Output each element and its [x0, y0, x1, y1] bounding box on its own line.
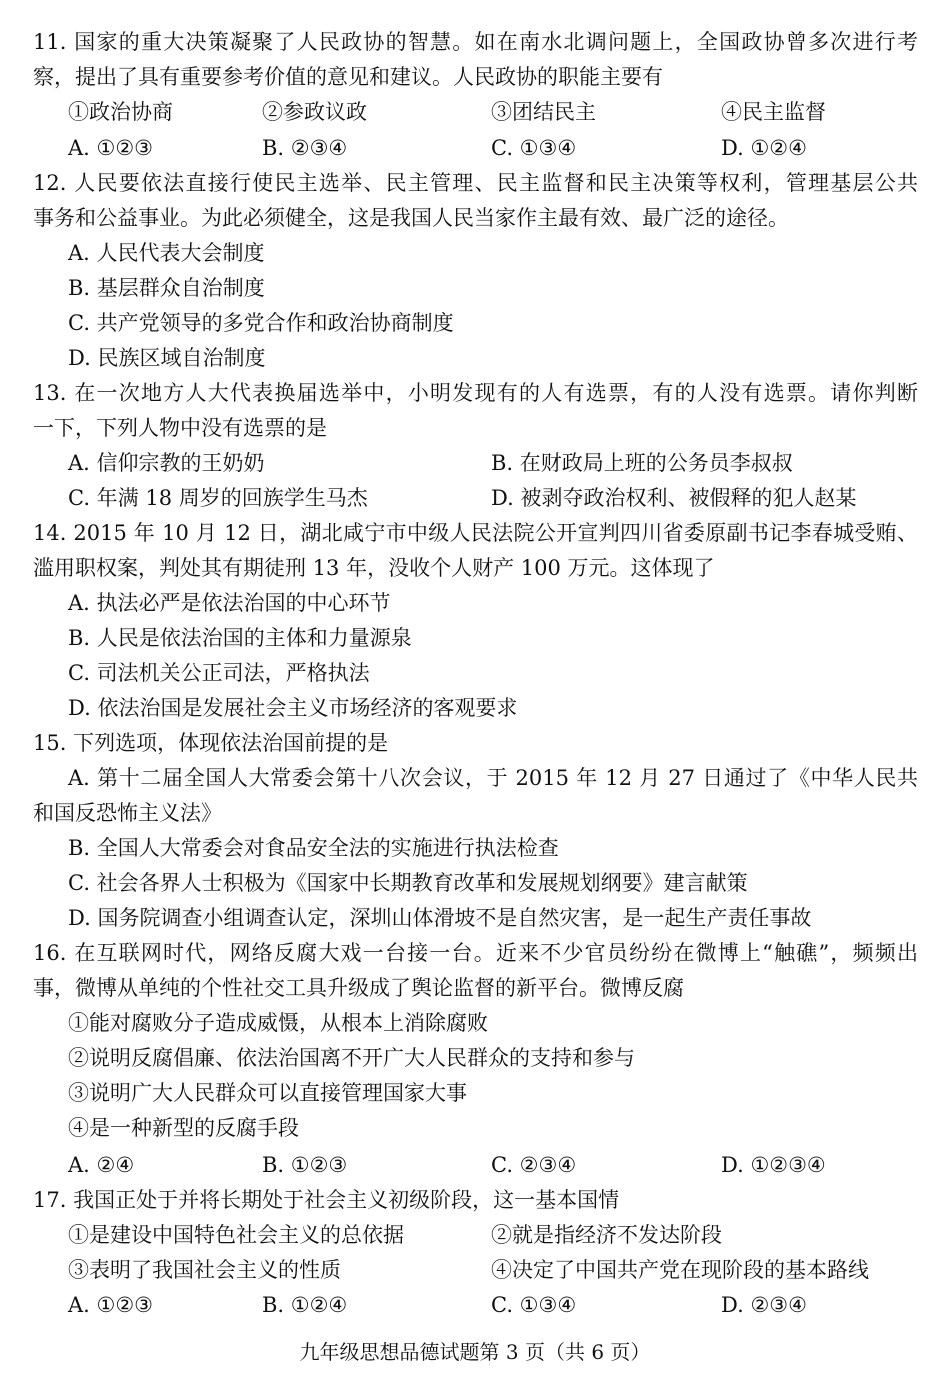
q16-item-1: ①能对腐败分子造成威慑，从根本上消除腐败 [68, 1011, 488, 1035]
q11-choice-a: A. ①②③ [68, 136, 153, 160]
q11-choice-c: C. ①③④ [491, 136, 577, 160]
q14-choice-c: C. 司法机关公正司法，严格执法 [68, 661, 370, 685]
q14-choice-d: D. 依法治国是发展社会主义市场经济的客观要求 [68, 696, 518, 720]
q15-choice-c: C. 社会各界人士积极为《国家中长期教育改革和发展规划纲要》建言献策 [68, 871, 748, 895]
q15-choice-a-line2: 和国反恐怖主义法》 [33, 801, 222, 825]
q11-item-1: ①政治协商 [68, 100, 173, 124]
q17-item-4: ④决定了中国共产党在现阶段的基本路线 [491, 1258, 869, 1282]
q17-choice-a: A. ①②③ [68, 1293, 153, 1317]
q12-stem-line2: 事务和公益事业。为此必须健全，这是我国人民当家作主最有效、最广泛的途径。 [33, 206, 789, 230]
q16-stem-line2: 事，微博从单纯的个性社交工具升级成了舆论监督的新平台。微博反腐 [33, 976, 684, 1000]
q14-choice-a: A. 执法必严是依法治国的中心环节 [68, 591, 391, 615]
q12-choice-b: B. 基层群众自治制度 [68, 276, 265, 300]
q13-choice-b: B. 在财政局上班的公务员李叔叔 [491, 451, 793, 475]
q13-stem-line1: 13. 在一次地方人大代表换届选举中，小明发现有的人有选票，有的人没有选票。请你判断 [33, 381, 918, 405]
q11-choice-d: D. ①②④ [721, 136, 807, 160]
q13-choice-d: D. 被剥夺政治权利、被假释的犯人赵某 [491, 486, 857, 510]
q17-item-1: ①是建设中国特色社会主义的总依据 [68, 1223, 404, 1247]
q16-choice-c: C. ②③④ [491, 1153, 577, 1177]
q15-choice-a-line1: A. 第十二届全国人大常委会第十八次会议，于 2015 年 12 月 27 日通过了《中华人民共 [68, 766, 918, 790]
q17-item-3: ③表明了我国社会主义的性质 [68, 1258, 341, 1282]
q17-choice-d: D. ②③④ [721, 1293, 807, 1317]
q16-item-3: ③说明广大人民群众可以直接管理国家大事 [68, 1081, 467, 1105]
q17-choice-c: C. ①③④ [491, 1293, 577, 1317]
q17-choice-b: B. ①②④ [262, 1293, 348, 1317]
q16-choice-b: B. ①②③ [262, 1153, 348, 1177]
q16-item-2: ②说明反腐倡廉、依法治国离不开广大人民群众的支持和参与 [68, 1046, 635, 1070]
q11-item-2: ②参政议政 [262, 100, 367, 124]
q11-stem-line2: 察，提出了具有重要参考价值的意见和建议。人民政协的职能主要有 [33, 65, 663, 89]
q16-choice-d: D. ①②③④ [721, 1153, 826, 1177]
q11-item-3: ③团结民主 [491, 100, 596, 124]
q16-stem-line1: 16. 在互联网时代，网络反腐大戏一台接一台。近来不少官员纷纷在微博上“触礁”，频频出 [33, 941, 918, 965]
q15-stem: 15. 下列选项，体现依法治国前提的是 [33, 731, 389, 755]
q13-stem-line2: 一下，下列人物中没有选票的是 [33, 416, 327, 440]
q16-choice-a: A. ②④ [68, 1153, 135, 1177]
q12-choice-c: C. 共产党领导的多党合作和政治协商制度 [68, 311, 454, 335]
q13-choice-a: A. 信仰宗教的王奶奶 [68, 451, 265, 475]
q14-stem-line2: 滥用职权案，判处其有期徒刑 13 年，没收个人财产 100 万元。这体现了 [33, 556, 715, 580]
q16-item-4: ④是一种新型的反腐手段 [68, 1116, 299, 1140]
q12-choice-d: D. 民族区域自治制度 [68, 346, 266, 370]
q11-item-4: ④民主监督 [721, 100, 826, 124]
q17-item-2: ②就是指经济不发达阶段 [491, 1223, 722, 1247]
q12-stem-line1: 12. 人民要依法直接行使民主选举、民主管理、民主监督和民主决策等权利，管理基层公共 [33, 171, 918, 195]
q14-stem-line1: 14. 2015 年 10 月 12 日，湖北咸宁市中级人民法院公开宣判四川省委原副书记李春城受贿、 [33, 521, 918, 545]
q14-choice-b: B. 人民是依法治国的主体和力量源泉 [68, 626, 412, 650]
q15-choice-d: D. 国务院调查小组调查认定，深圳山体滑坡不是自然灾害，是一起生产责任事故 [68, 906, 812, 930]
q11-choice-b: B. ②③④ [262, 136, 348, 160]
q17-stem: 17. 我国正处于并将长期处于社会主义初级阶段，这一基本国情 [33, 1188, 620, 1212]
q11-stem-line1: 11. 国家的重大决策凝聚了人民政协的智慧。如在南水北调问题上，全国政协曾多次进行考 [33, 30, 918, 54]
q13-choice-c: C. 年满 18 周岁的回族学生马杰 [68, 486, 368, 510]
q12-choice-a: A. 人民代表大会制度 [68, 241, 265, 265]
page-footer: 九年级思想品德试题第 3 页（共 6 页） [299, 1340, 651, 1364]
q15-choice-b: B. 全国人大常委会对食品安全法的实施进行执法检查 [68, 836, 559, 860]
